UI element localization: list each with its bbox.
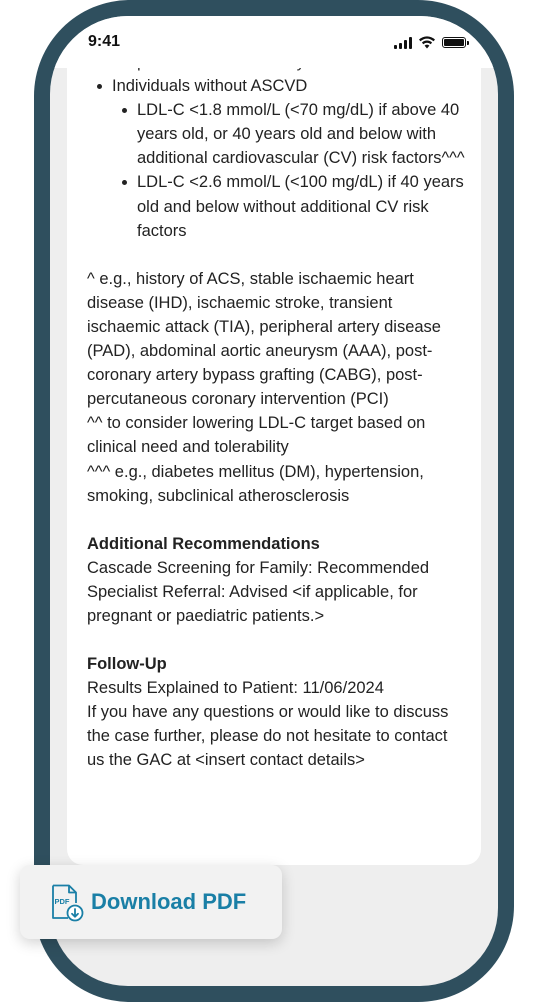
download-pdf-button[interactable] — [20, 865, 282, 939]
list-item — [87, 74, 467, 98]
footnote: ^^ to consider lowering LDL-C target based on clinical need and tolerability — [87, 414, 426, 457]
footnote: ^ e.g., history of ACS, stable ischaemic heart disease (IHD), ischaemic stroke, transient ischaemic attack (TIA), peripheral artery disease (PAD), abdominal aortic aneurysm (AAA), post-coronary artery bypass grafting (CABG), post-percutaneous coronary intervention (PCI) — [87, 269, 441, 409]
status-icons — [394, 36, 466, 49]
target-list — [87, 74, 467, 98]
recommendation-line: Cascade Screening for Family: Recommended — [87, 558, 430, 577]
list-item: LDL-C <2.6 mmol/L (<100 mg/dL) if 40 years old and below without additional CV risk factors — [87, 170, 467, 242]
recommendation-line: Specialist Referral: Advised <if applicable, for pregnant or paediatric patients.> — [87, 582, 418, 625]
status-bar — [50, 16, 498, 68]
list-item-label: Individuals without ASCVD — [112, 77, 308, 96]
follow-up-line: Results Explained to Patient: 11/06/2024 — [87, 679, 384, 698]
follow-up-line: If you have any questions or would like to discuss the case further, please do not hesitate to contact us the GAC at <insert contact details> — [87, 703, 449, 770]
target-sublist — [87, 98, 467, 243]
status-time: 9:41 — [88, 33, 121, 50]
wifi-icon — [418, 36, 436, 49]
section-title: Follow-Up — [87, 655, 167, 674]
pdf-download-icon — [50, 884, 84, 922]
list-item: LDL-C <1.8 mmol/L (<70 mg/dL) if above 40 years old, or 40 years old and below with additional cardiovascular (CV) risk factors^^^ — [87, 98, 467, 170]
battery-icon — [442, 37, 466, 48]
footnote: ^^^ e.g., diabetes mellitus (DM), hypertension, smoking, subclinical atherosclerosis — [87, 462, 424, 505]
additional-recommendations-section — [87, 532, 467, 628]
section-title: Additional Recommendations — [87, 534, 320, 553]
result-report-card[interactable] — [67, 46, 481, 865]
footnotes — [87, 267, 467, 508]
phone-frame — [34, 0, 514, 1002]
phone-screen — [50, 16, 498, 986]
pdf-icon-label: PDF — [54, 897, 70, 906]
download-pdf-label: Download PDF — [91, 889, 247, 914]
report-content — [87, 46, 467, 773]
follow-up-section — [87, 652, 467, 772]
signal-icon — [394, 37, 412, 49]
